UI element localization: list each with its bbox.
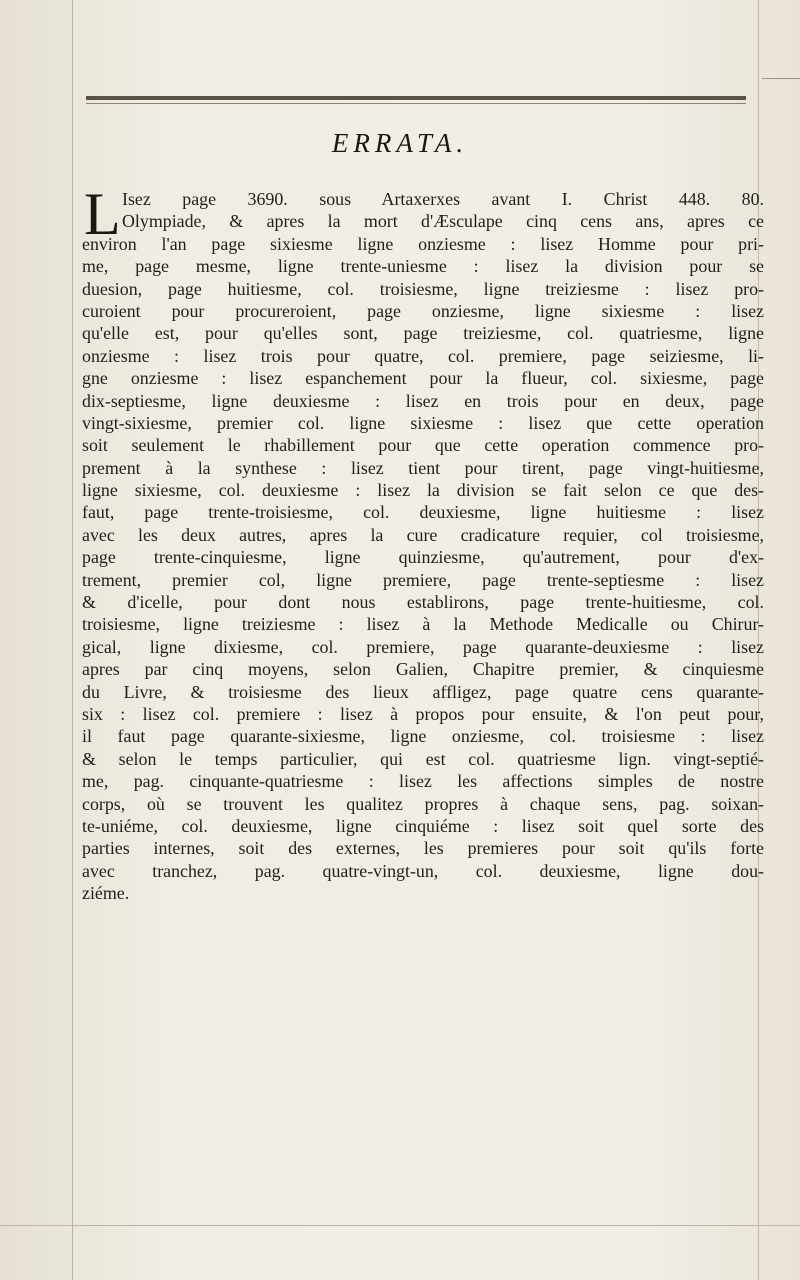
text-line: soit seulement le rhabillement pour que cette operation commence pro- [82, 435, 764, 456]
text-line: ligne sixiesme, col. deuxiesme : lisez la division se fait selon ce que des- [82, 480, 764, 501]
text-line: avec les deux autres, apres la cure cradicature requier, col troisiesme, [82, 524, 764, 545]
drop-cap: L [84, 181, 121, 247]
text-line: avec tranchez, pag. quatre-vingt-un, col. deuxiesme, ligne dou- [82, 860, 764, 881]
text-line: Olympiade, & apres la mort d'Æsculape cinq cens ans, apres ce [122, 211, 764, 232]
text-line: il faut page quarante-sixiesme, ligne onziesme, col. troisiesme : lisez [82, 726, 764, 747]
text-line: Isez page 3690. sous Artaxerxes avant I. Christ 448. 80. [122, 189, 764, 209]
text-line: curoient pour procureroient, page onziesme, ligne sixiesme : lisez [82, 300, 764, 321]
page-bottom-line [0, 1225, 800, 1226]
text-line: gne onziesme : lisez espanchement pour la flueur, col. sixiesme, page [82, 368, 764, 389]
text-line: qu'elle est, pour qu'elles sont, page treiziesme, col. quatriesme, ligne [82, 323, 764, 344]
text-line: dix-septiesme, ligne deuxiesme : lisez en trois pour en deux, page [82, 390, 764, 411]
errata-body [82, 188, 764, 905]
text-line: prement à la synthese : lisez tient pour tirent, page vingt-huitiesme, [82, 457, 764, 478]
text-line: page trente-cinquiesme, ligne quinziesme, qu'autrement, pour d'ex- [82, 547, 764, 568]
text-line: ziéme. [82, 883, 130, 904]
text-line: gical, ligne dixiesme, col. premiere, page quarante-deuxiesme : lisez [82, 636, 764, 657]
text-line: troisiesme, ligne treiziesme : lisez à la Methode Medicalle ou Chirur- [82, 614, 764, 635]
text-line: faut, page trente-troisiesme, col. deuxiesme, ligne huitiesme : lisez [82, 502, 764, 523]
page-gutter-line [72, 0, 73, 1280]
text-line: trement, premier col, ligne premiere, page trente-septiesme : lisez [82, 569, 764, 590]
text-line: corps, où se trouvent les qualitez propres à chaque sens, pag. soixan- [82, 793, 764, 814]
header-rule [86, 96, 746, 100]
text-line: me, pag. cinquante-quatriesme : lisez les affections simples de nostre [82, 771, 764, 792]
page-edge-mark [762, 78, 800, 79]
page-title: ERRATA. [331, 128, 469, 158]
text-line: apres par cinq moyens, selon Galien, Chapitre premier, & cinquiesme [82, 659, 764, 680]
text-line: te-uniéme, col. deuxiesme, ligne cinquiéme : lisez soit quel sorte des [82, 815, 764, 836]
text-line: six : lisez col. premiere : lisez à propos pour ensuite, & l'on peut pour, [82, 703, 764, 724]
text-line: vingt-sixiesme, premier col. ligne sixiesme : lisez que cette operation [82, 412, 764, 433]
header-rule-thin [86, 103, 746, 104]
text-line: onziesme : lisez trois pour quatre, col. premiere, page seiziesme, li- [82, 345, 764, 366]
text-line: parties internes, soit des externes, les premieres pour soit qu'ils forte [82, 838, 764, 859]
text-line: me, page mesme, ligne trente-uniesme : lisez la division pour se [82, 256, 764, 277]
text-line: duesion, page huitiesme, col. troisiesme, ligne treiziesme : lisez pro- [82, 278, 764, 299]
text-line: & selon le temps particulier, qui est col. quatriesme lign. vingt-septié- [82, 748, 764, 769]
text-line: environ l'an page sixiesme ligne onziesme : lisez Homme pour pri- [82, 233, 764, 254]
text-line: & d'icelle, pour dont nous establirons, page trente-huitiesme, col. [82, 592, 764, 613]
text-line: du Livre, & troisiesme des lieux affligez, page quatre cens quarante- [82, 681, 764, 702]
